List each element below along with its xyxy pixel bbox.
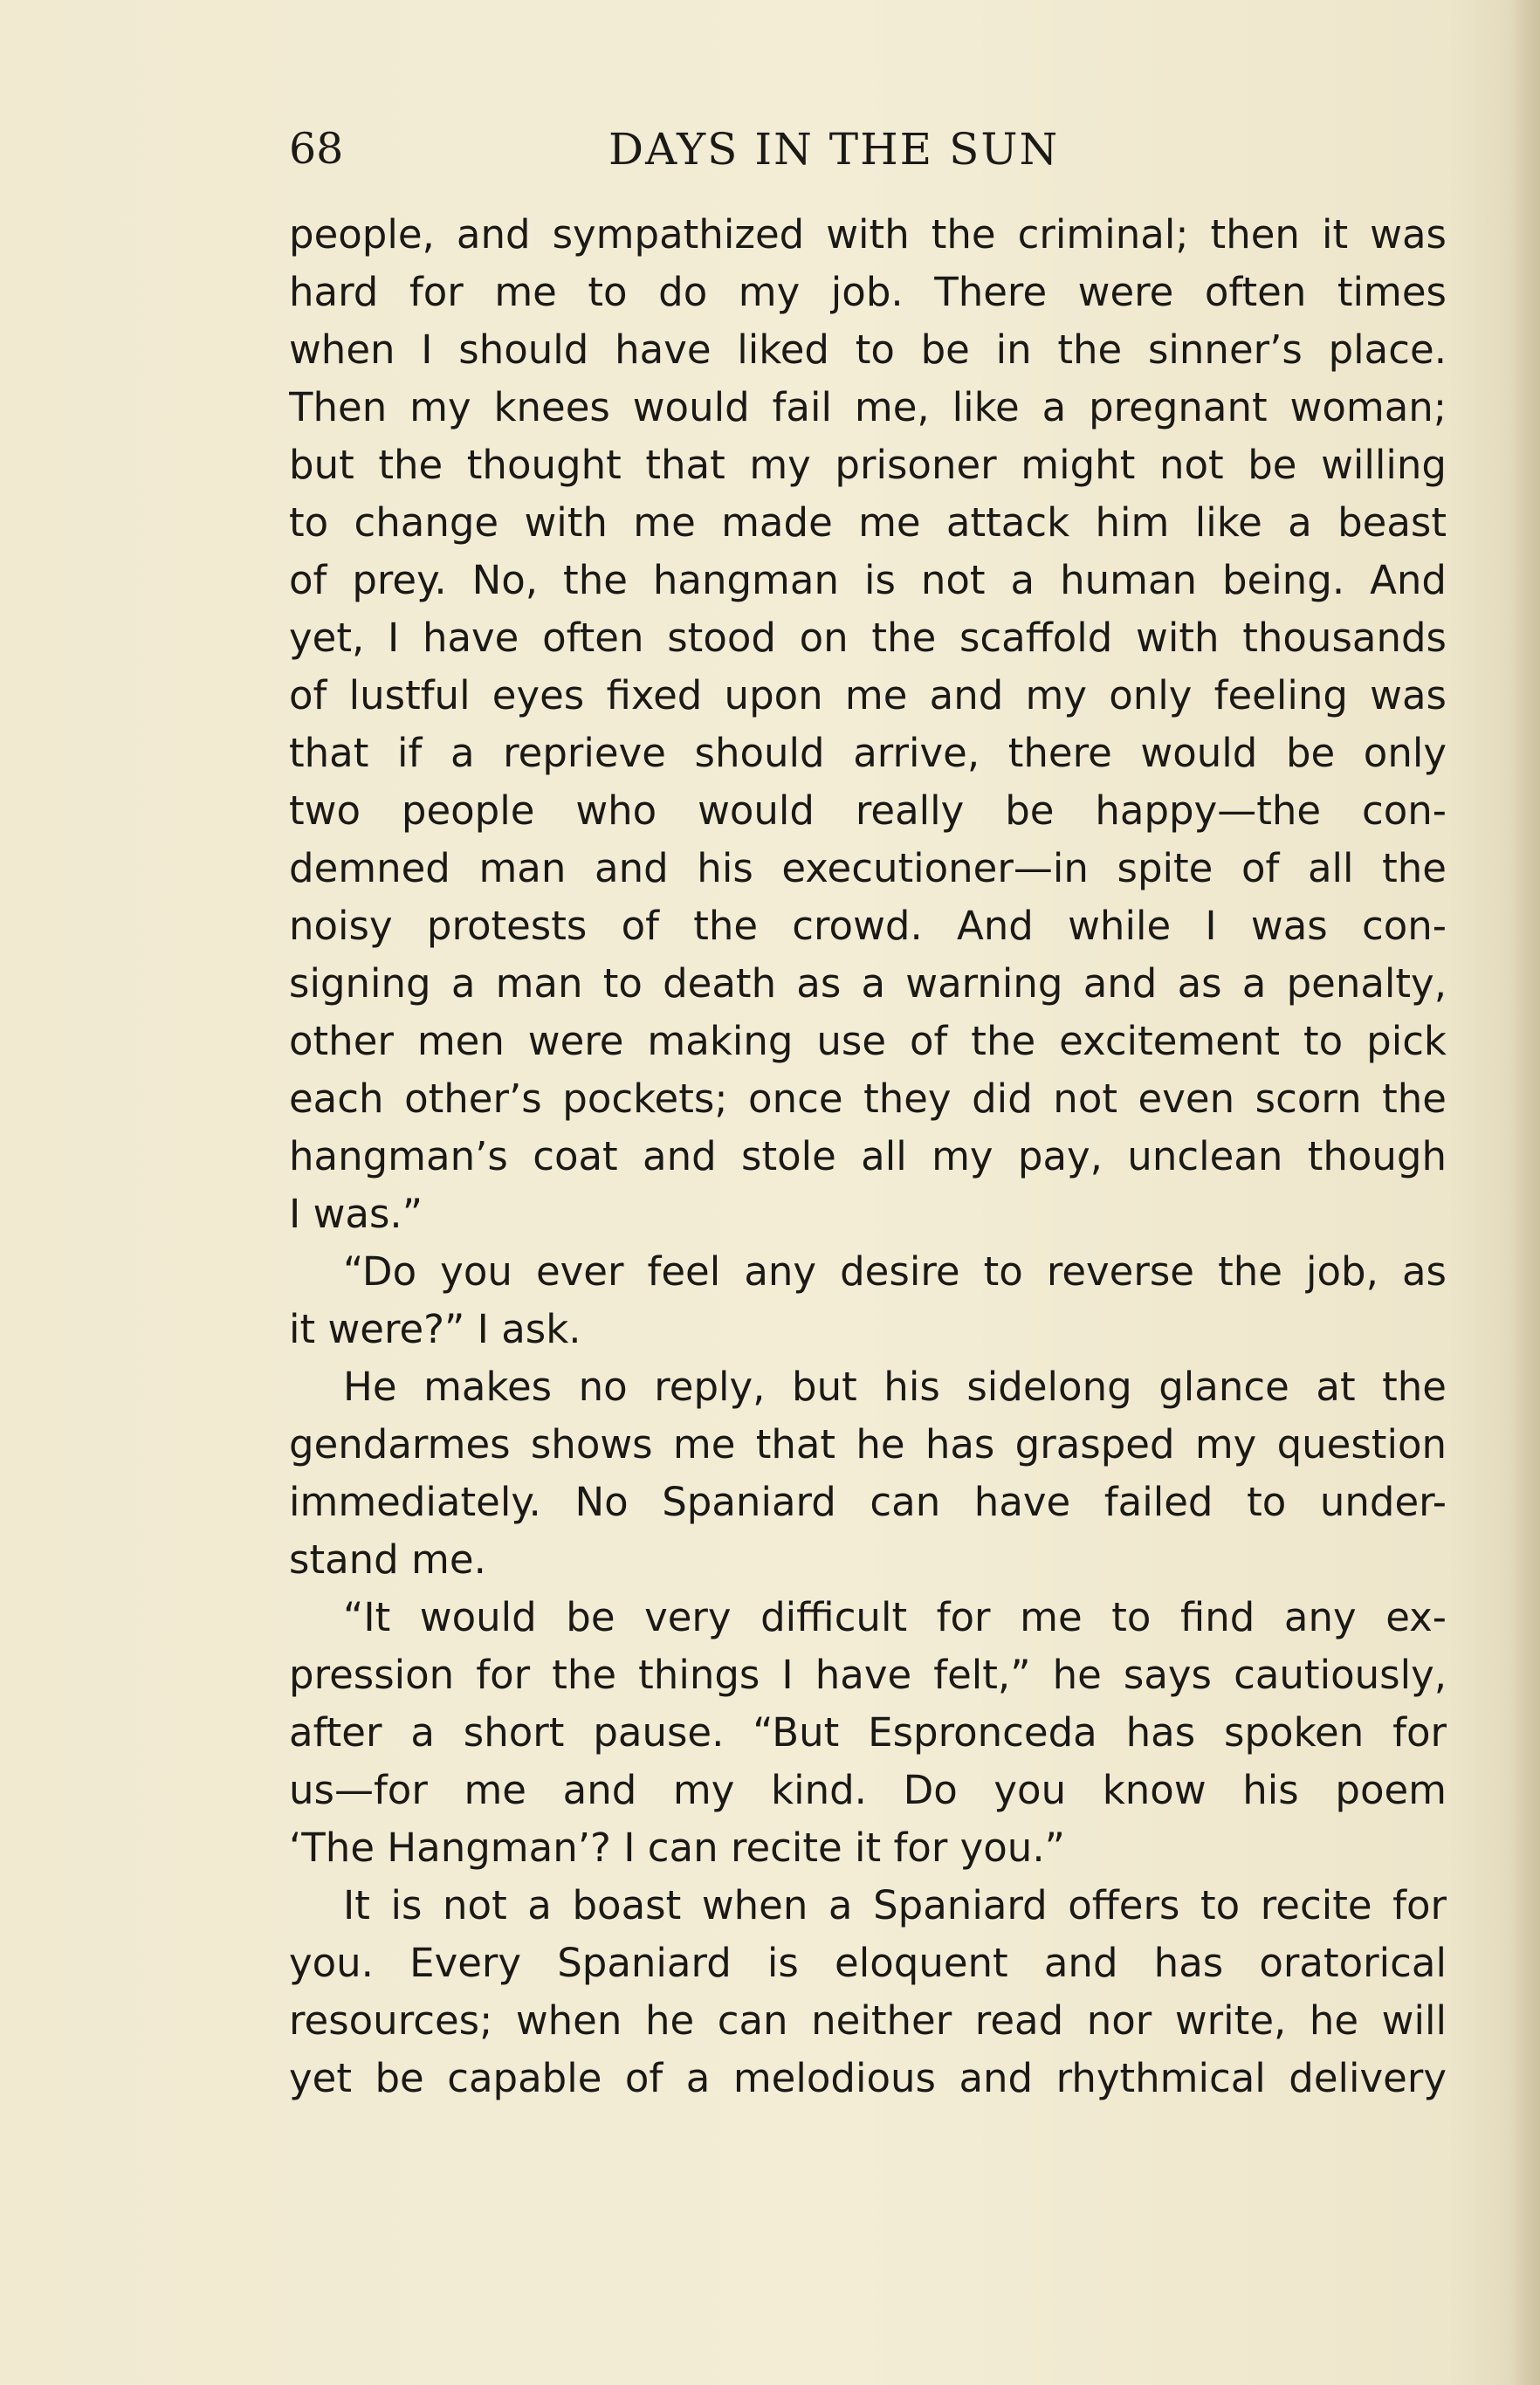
text-line: signing a man to death as a warning and as a penalty, <box>289 960 1447 1007</box>
text-line: to change with me made me attack him like a beast <box>289 499 1447 546</box>
text-line: Then my knees would fail me, like a pregnant woman; <box>289 384 1447 430</box>
text-line: gendarmes shows me that he has grasped my question <box>289 1421 1447 1467</box>
text-line: He makes no reply, but his sidelong glance at the <box>343 1364 1447 1410</box>
page-number: 68 <box>289 124 344 174</box>
text-line: noisy protests of the crowd. And while I was con- <box>289 903 1447 949</box>
text-line: of lustful eyes fixed upon me and my only feeling was <box>289 672 1447 718</box>
running-header <box>289 117 1447 182</box>
text-line: that if a reprieve should arrive, there would be only <box>289 730 1447 776</box>
text-line: two people who would really be happy—the con- <box>289 787 1447 834</box>
text-line: “Do you ever feel any desire to reverse the job, as <box>343 1248 1447 1295</box>
body-text <box>289 206 1447 2107</box>
text-line: stand me. <box>289 1536 486 1583</box>
page-edge-shadow <box>1510 0 1540 2385</box>
text-line: of prey. No, the hangman is not a human being. And <box>289 557 1447 603</box>
text-line: ‘The Hangman’? I can recite it for you.” <box>289 1825 1065 1871</box>
text-line: other men were making use of the excitement to pick <box>289 1018 1447 1064</box>
text-line: after a short pause. “But Espronceda has spoken for <box>289 1709 1447 1756</box>
text-line: yet, I have often stood on the scaffold with thousands <box>289 615 1447 661</box>
text-line: demned man and his executioner—in spite of all the <box>289 845 1447 891</box>
text-line: people, and sympathized with the criminal; then it was <box>289 211 1447 258</box>
text-line: immediately. No Spaniard can have failed to under- <box>289 1479 1447 1525</box>
text-line: pression for the things I have felt,” he says cautiously, <box>289 1652 1447 1698</box>
text-line: “It would be very difficult for me to find any ex- <box>343 1594 1447 1640</box>
text-line: when I should have liked to be in the sinner’s place. <box>289 326 1447 373</box>
text-line: hard for me to do my job. There were often times <box>289 269 1447 315</box>
text-line: each other’s pockets; once they did not even scorn the <box>289 1076 1447 1122</box>
text-line: I was.” <box>289 1191 423 1237</box>
text-line: resources; when he can neither read nor write, he will <box>289 1997 1447 2044</box>
text-line: hangman’s coat and stole all my pay, unclean though <box>289 1133 1447 1179</box>
running-title: DAYS IN THE SUN <box>608 124 1060 175</box>
text-line: yet be capable of a melodious and rhythmical delivery <box>289 2055 1447 2101</box>
text-line: us—for me and my kind. Do you know his poem <box>289 1767 1447 1813</box>
text-line: it were?” I ask. <box>289 1306 581 1352</box>
text-line: you. Every Spaniard is eloquent and has oratorical <box>289 1940 1447 1986</box>
text-line: but the thought that my prisoner might not be willing <box>289 442 1447 488</box>
text-line: It is not a boast when a Spaniard offers to recite for <box>343 1882 1447 1928</box>
